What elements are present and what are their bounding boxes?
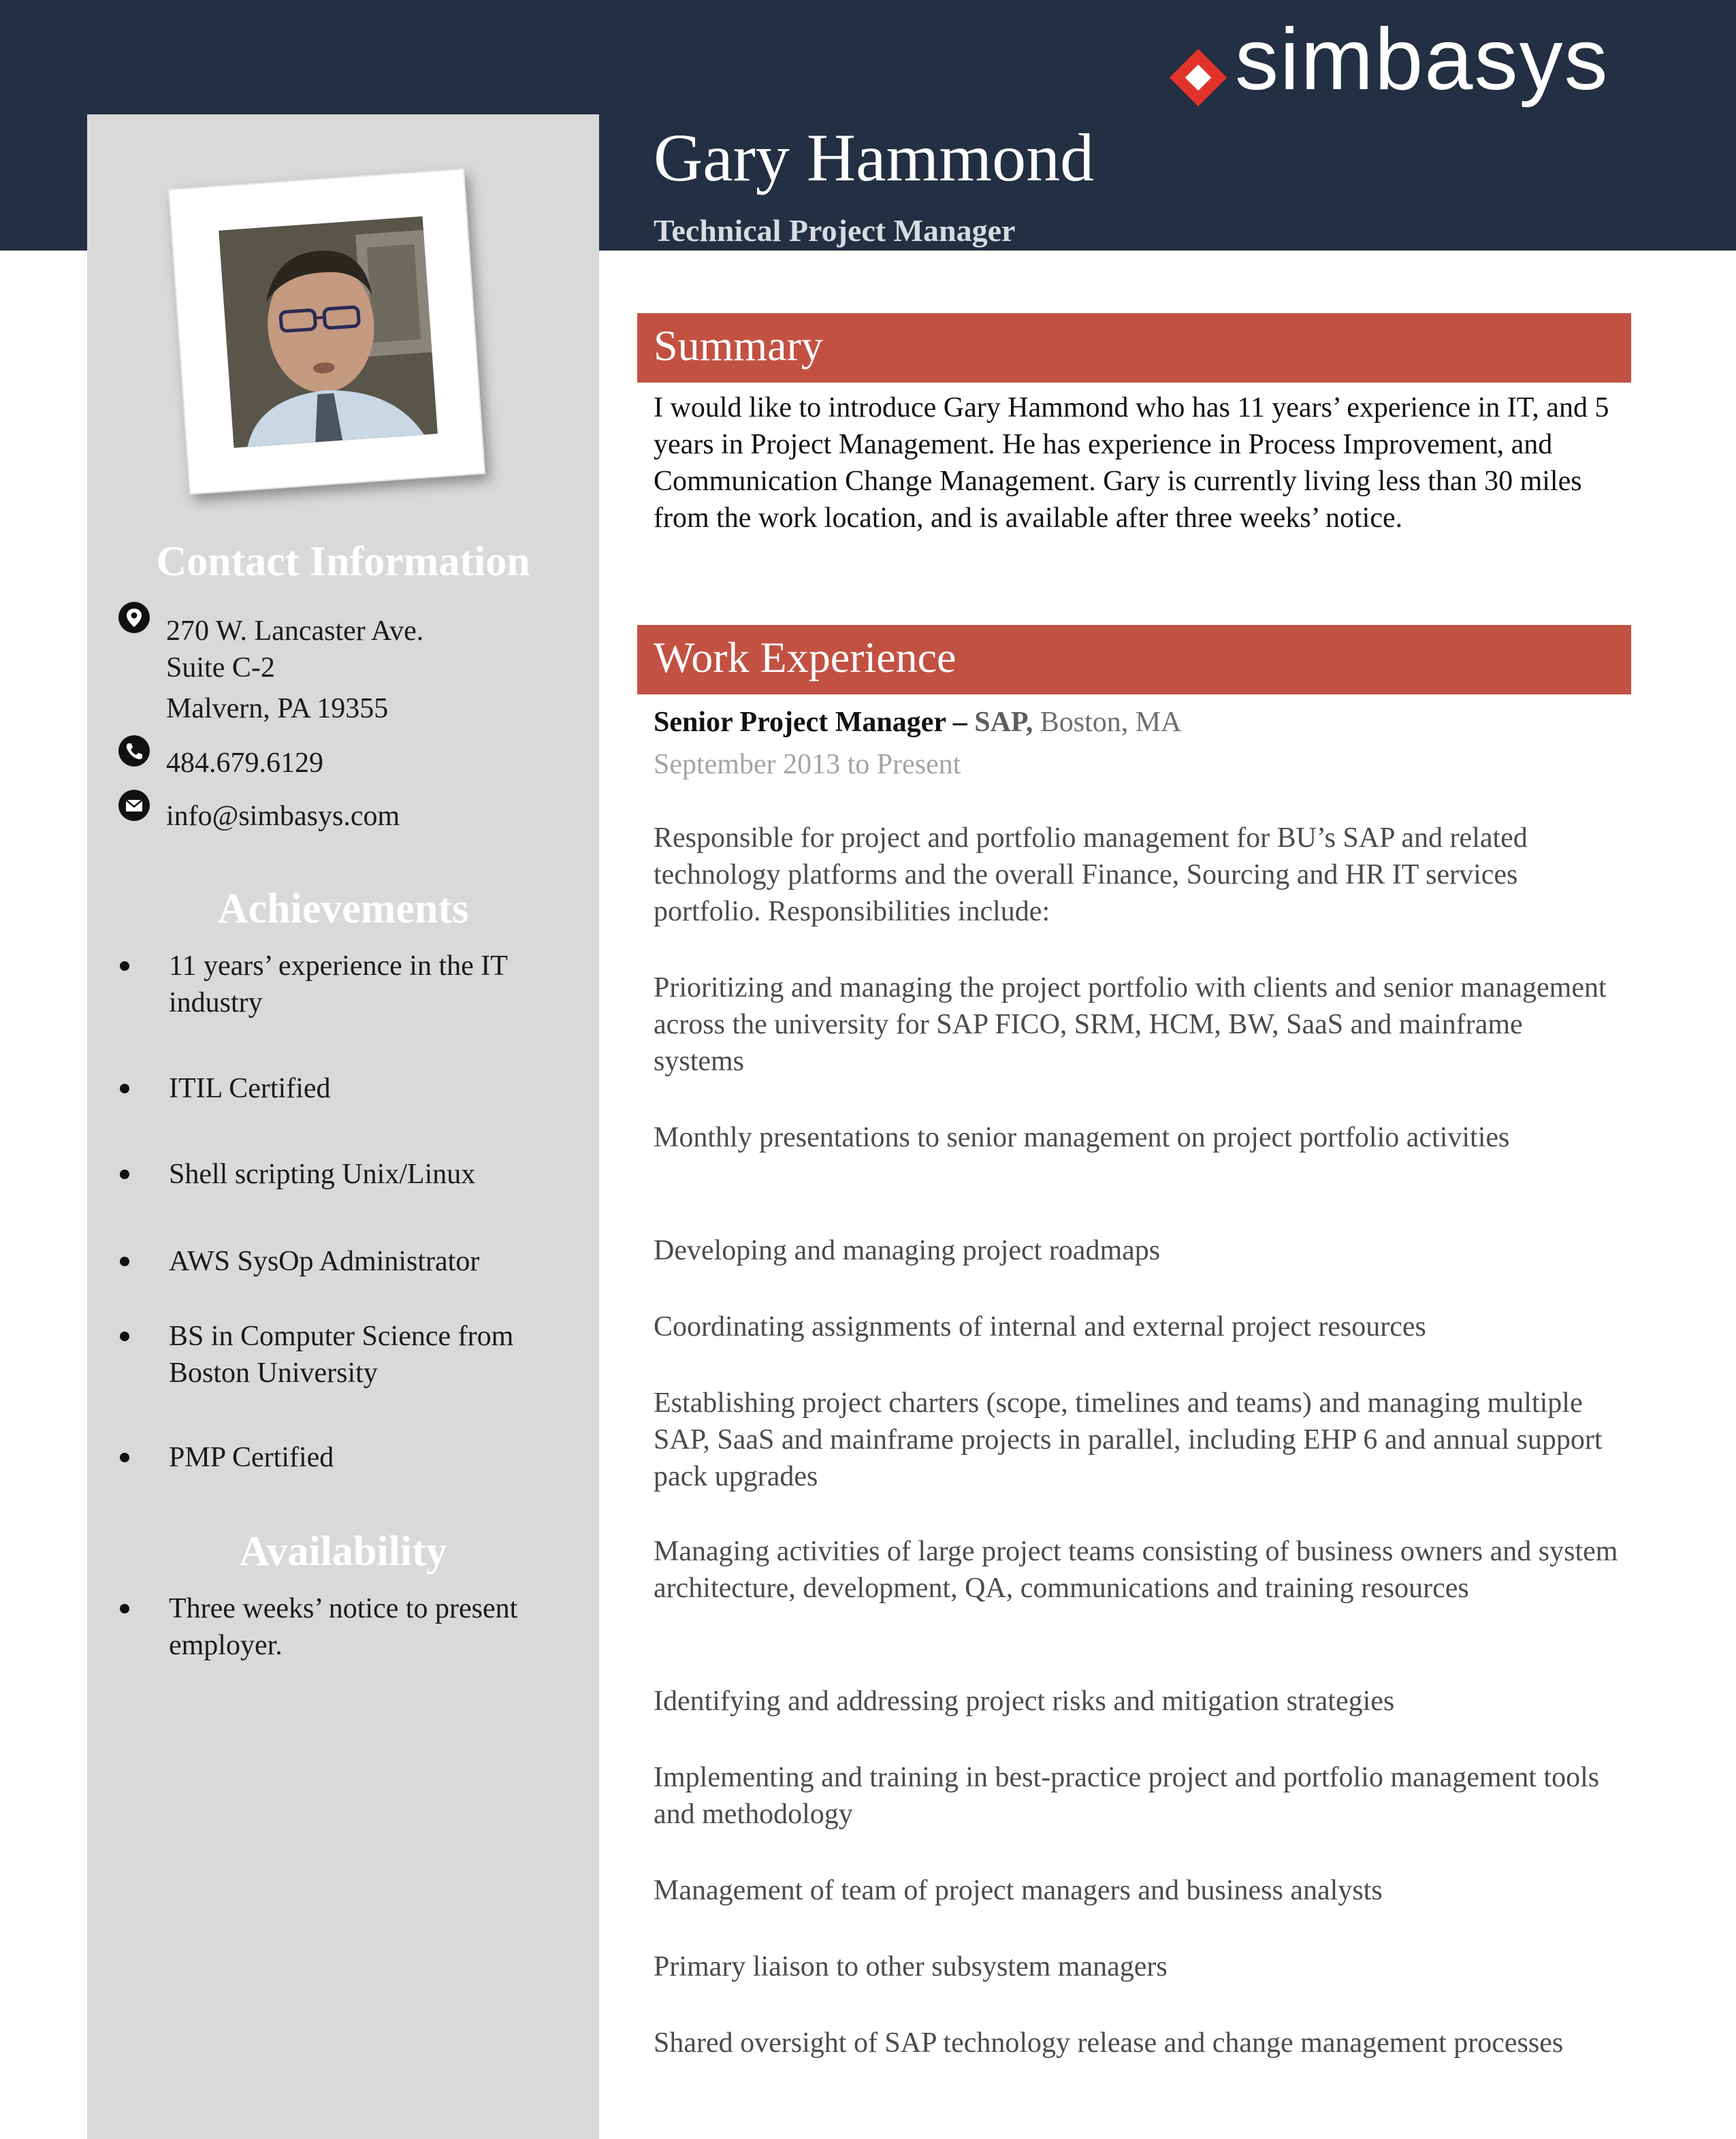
bullet-dot-icon — [120, 1604, 129, 1613]
experience-paragraph: Establishing project charters (scope, timelines and teams) and managing multiple SAP, SaaS and mainframe projects in parallel, including EHP 6 and annual support pack upgrades — [654, 1387, 1603, 1492]
availability-heading: Availability — [239, 1528, 447, 1575]
profile-photo-frame — [168, 168, 485, 494]
candidate-title: Technical Project Manager — [654, 213, 1016, 248]
experience-paragraph: Management of team of project managers and business analysts — [654, 1875, 1383, 1906]
role-location: Boston, MA — [1033, 707, 1182, 738]
experience-paragraph: Developing and managing project roadmaps — [654, 1235, 1161, 1266]
summary-heading: Summary — [654, 321, 823, 370]
address-line-2: Suite C-2 — [166, 652, 275, 683]
experience-paragraph: Monthly presentations to senior management on project portfolio activities — [654, 1122, 1510, 1153]
experience-paragraph: Shared oversight of SAP technology release and change management processes — [654, 2027, 1564, 2059]
summary-heading-bar — [637, 313, 1631, 383]
candidate-name: Gary Hammond — [654, 120, 1095, 195]
achievements-heading: Achievements — [217, 886, 469, 932]
summary-text: I would like to introduce Gary Hammond who has 11 years’ experience in IT, and 5 years in Project Management. He has experience in Process Improvement, and Communication Change Management. Gary is currently living less than 30 miles from the work location, and is available after three weeks’ notice. — [654, 392, 1609, 534]
address-line-3: Malvern, PA 19355 — [166, 693, 389, 724]
bullet-dot-icon — [120, 961, 129, 971]
envelope-icon — [118, 790, 150, 821]
role-title: Senior Project Manager – — [654, 707, 975, 738]
experience-paragraph: Responsible for project and portfolio management for BU’s SAP and related technology platforms and the overall Finance, Sourcing and HR IT services portfolio. Responsibilities include: — [654, 822, 1528, 927]
phone-icon — [118, 735, 150, 767]
experience-paragraph: Managing activities of large project teams consisting of business owners and system architecture, development, QA, communications and training resources — [654, 1536, 1618, 1604]
contact-heading: Contact Information — [156, 538, 530, 585]
location-pin-icon — [118, 602, 150, 633]
logo-wordmark: simbasys — [1235, 11, 1609, 108]
email-address[interactable]: info@simbasys.com — [166, 801, 400, 832]
profile-photo — [219, 216, 438, 448]
role-company: SAP, — [974, 707, 1033, 738]
experience-paragraph: Identifying and addressing project risks and mitigation strategies — [654, 1686, 1395, 1717]
experience-paragraph: Primary liaison to other subsystem managers — [654, 1951, 1168, 1982]
experience-paragraph: Implementing and training in best-practice project and portfolio management tools and methodology — [654, 1762, 1600, 1830]
work-experience-heading: Work Experience — [654, 633, 957, 681]
bullet-dot-icon — [120, 1332, 129, 1341]
bullet-dot-icon — [120, 1084, 129, 1093]
simbasys-logo — [1166, 11, 1628, 114]
logo-diamond-icon — [1166, 45, 1231, 110]
bullet-dot-icon — [120, 1170, 129, 1179]
role-heading — [654, 704, 1181, 741]
experience-paragraph: Prioritizing and managing the project portfolio with clients and senior management across the university for SAP FICO, SRM, HCM, BW, SaaS and mainframe systems — [654, 972, 1607, 1077]
address-line-1: 270 W. Lancaster Ave. — [166, 615, 424, 647]
phone-number[interactable]: 484.679.6129 — [166, 747, 323, 779]
bullet-dot-icon — [120, 1257, 129, 1266]
experience-paragraph: Coordinating assignments of internal and external project resources — [654, 1311, 1426, 1342]
bullet-dot-icon — [120, 1453, 129, 1462]
role-dates: September 2013 to Present — [654, 749, 961, 780]
work-experience-heading-bar — [637, 625, 1631, 694]
